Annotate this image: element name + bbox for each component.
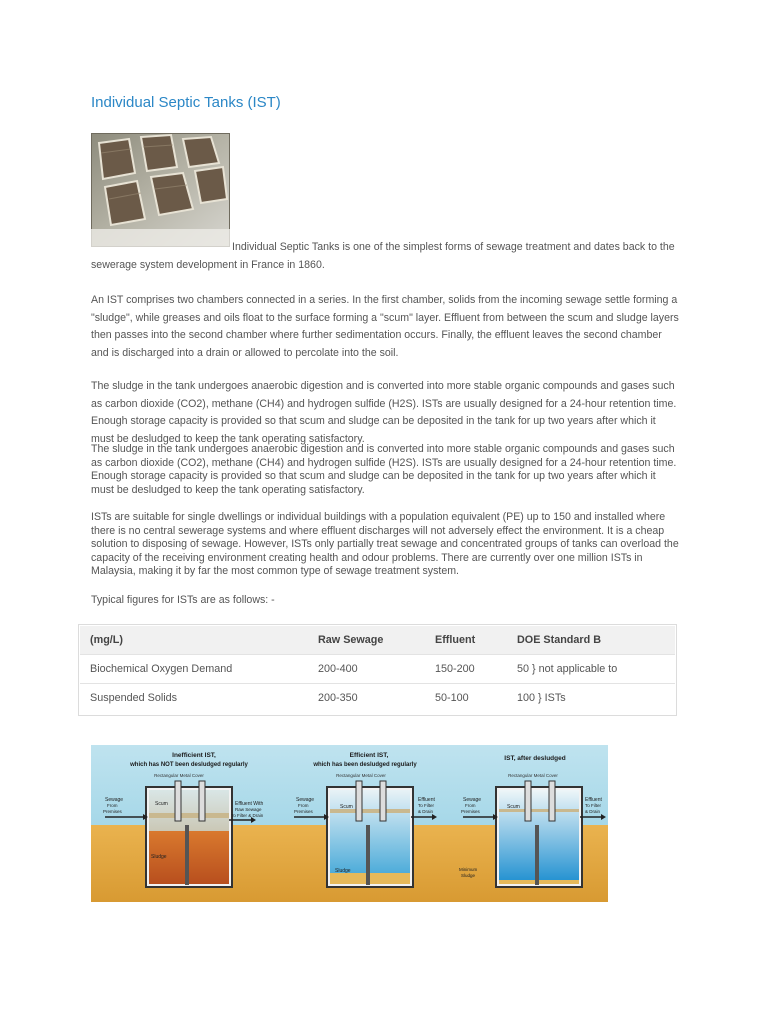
svg-text:& Drain: & Drain bbox=[585, 809, 601, 814]
panel-title: IST, after desludged bbox=[504, 755, 566, 762]
table-cell: 200-350 bbox=[318, 684, 435, 713]
sewage-inlet-label: Sewage bbox=[296, 797, 315, 803]
sludge-label: Sludge bbox=[335, 868, 351, 874]
svg-text:Premises: Premises bbox=[103, 809, 122, 814]
septic-tank-photo bbox=[91, 133, 230, 247]
digestion-paragraph: The sludge in the tank undergoes anaerobic digestion and is converted into more stable organic compounds and gases such as carbon dioxide (CO2), methane (CH4) and hydrogen sulfide (H2S). ISTs are usually designed for a 24-hour retention time. Enough storage capacity is provided so that scum and sludge can be deposited in the tank for up two years after which it must be desludged to keep the tank operating satisfactory. bbox=[91, 380, 677, 445]
table-row bbox=[80, 655, 675, 684]
scum-label: Scum bbox=[340, 804, 353, 810]
svg-text:From: From bbox=[465, 803, 476, 808]
figures-table bbox=[78, 624, 677, 716]
table-cell: 50-100 bbox=[435, 684, 517, 713]
scum-label: Scum bbox=[155, 801, 168, 807]
effluent-label: Effluent With bbox=[235, 801, 264, 807]
svg-text:To Filter: To Filter bbox=[585, 803, 602, 808]
table-header: (mg/L) bbox=[80, 626, 318, 655]
page-title: Individual Septic Tanks (IST) bbox=[91, 94, 281, 111]
sewage-inlet-label: Sewage bbox=[463, 797, 482, 803]
table-header: Effluent bbox=[435, 626, 517, 655]
sewage-inlet-label: Sewage bbox=[105, 797, 124, 803]
table-cell: 50 } not applicable to bbox=[517, 655, 675, 684]
intro-paragraph: Individual Septic Tanks is one of the simplest forms of sewage treatment and dates back to the sewerage system development in France in 1860. bbox=[91, 241, 675, 271]
svg-text:Sludge: Sludge bbox=[461, 873, 476, 878]
table-header: DOE Standard B bbox=[517, 626, 675, 655]
table-cell: 100 } ISTs bbox=[517, 684, 675, 713]
svg-text:& Drain: & Drain bbox=[418, 809, 434, 814]
svg-text:From: From bbox=[298, 803, 309, 808]
digestion-paragraph-repeat: The sludge in the tank undergoes anaerobic digestion and is converted into more stable organic compounds and gases such as carbon dioxide (CO2), methane (CH4) and hydrogen sulfide (H2S). ISTs are usually designed for a 24-hour retention time. Enough storage capacity is provided so that scum and sludge can be deposited in the tank for up two years after which it must be desludged to keep the tank operating satisfactory. bbox=[91, 443, 677, 496]
effluent-label: Effluent bbox=[585, 797, 602, 803]
panel-subtitle: which has been desludged regularly bbox=[313, 762, 417, 768]
cover-label: Rectangular Metal Cover bbox=[154, 773, 204, 778]
svg-text:To Filter: To Filter bbox=[418, 803, 435, 808]
table-header-row bbox=[80, 626, 675, 655]
table-row bbox=[80, 684, 675, 713]
svg-text:Premises: Premises bbox=[294, 809, 313, 814]
cover-label: Rectangular Metal Cover bbox=[508, 773, 558, 778]
suitability-paragraph: ISTs are suitable for single dwellings or individual buildings with a population equivalent (PE) up to 150 and installed where there is no central sewerage systems and where effluent discharges will not adversely effect the environment. It is a cheap solution to disposing of sewage. However, ISTs only partially treat sewage and concentrated groups of tanks can overload the capacity of the receiving environment creating health and odour problems. There are currently over one million ISTs in Malaysia, making it by far the most common type of sewage treatment system. bbox=[91, 511, 679, 577]
scum-label: Scum bbox=[507, 804, 520, 810]
svg-text:From: From bbox=[107, 803, 118, 808]
chambers-paragraph: An IST comprises two chambers connected in a series. In the first chamber, solids from the incoming sewage settle forming a "sludge", while greases and oils float to the surface forming a "scum" layer. Effluent from between the scum and sludge layers then passes into the second chamber where further sedimentation occurs. Finally, the effluent leaves the second chamber and is discharged into a drain or allowed to percolate into the soil. bbox=[91, 294, 679, 359]
table-cell: Suspended Solids bbox=[80, 684, 318, 713]
sludge-label: Sludge bbox=[151, 854, 167, 860]
svg-text:Premises: Premises bbox=[461, 809, 480, 814]
effluent-label: Effluent bbox=[418, 797, 435, 803]
panel-title: Inefficient IST, bbox=[172, 752, 216, 759]
typical-figures-intro: Typical figures for ISTs are as follows: - bbox=[91, 594, 275, 606]
table-cell: Biochemical Oxygen Demand bbox=[80, 655, 318, 684]
ist-diagram bbox=[91, 745, 608, 902]
panel-title: Efficient IST, bbox=[349, 752, 389, 759]
table-cell: 150-200 bbox=[435, 655, 517, 684]
cover-label: Rectangular Metal Cover bbox=[336, 773, 386, 778]
sludge-label: Minimum bbox=[459, 867, 478, 872]
svg-text:To Filter & Drain: To Filter & Drain bbox=[231, 813, 264, 818]
panel-subtitle: which has NOT been desludged regularly bbox=[130, 762, 248, 768]
table-header: Raw Sewage bbox=[318, 626, 435, 655]
svg-text:Raw Sewage: Raw Sewage bbox=[235, 807, 262, 812]
table-cell: 200-400 bbox=[318, 655, 435, 684]
